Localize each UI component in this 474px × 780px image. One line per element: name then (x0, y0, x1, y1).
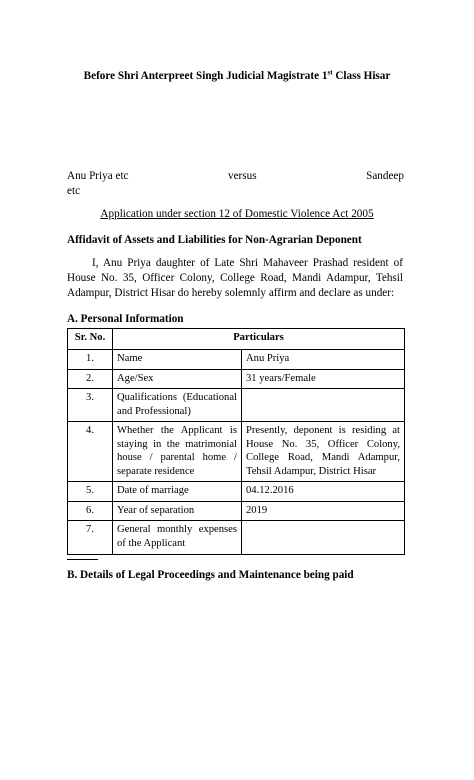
court-heading (0, 69, 474, 84)
row-value: 04.12.2016 (242, 482, 405, 502)
row-value: Presently, deponent is residing at House No. 35, Officer Colony, College Road, Mandi Adampur, Tehsil Adampur, District Hisar (242, 422, 405, 482)
row-item: Year of separation (113, 501, 242, 521)
row-number: 2. (68, 369, 113, 389)
section-b-title: B. Details of Legal Proceedings and Maintenance being paid (67, 569, 354, 581)
row-item: Name (113, 350, 242, 370)
table-header-row (68, 329, 405, 350)
party-right: Sandeep (366, 170, 404, 182)
table-row (68, 350, 405, 370)
table-row (68, 369, 405, 389)
party-left: Anu Priya etc (67, 170, 129, 182)
personal-info-table (67, 328, 405, 555)
table-row (68, 501, 405, 521)
row-item: Age/Sex (113, 369, 242, 389)
parties-block (67, 169, 404, 199)
row-number: 5. (68, 482, 113, 502)
row-item: Date of marriage (113, 482, 242, 502)
row-number: 1. (68, 350, 113, 370)
table-row (68, 389, 405, 422)
court-heading-suffix: Class Hisar (332, 70, 391, 82)
party-versus: versus (228, 170, 257, 182)
row-item: Whether the Applicant is staying in the matrimonial house / parental home / separate residence (113, 422, 242, 482)
row-item: Qualifications (Educational and Professional) (113, 389, 242, 422)
header-sr-no: Sr. No. (68, 329, 113, 350)
intro-paragraph: I, Anu Priya daughter of Late Shri Mahaveer Prashad resident of House No. 35, Officer Colony, College Road, Mandi Adampur, Tehsil Adampur, District Hisar do hereby solemnly affirm and declare as under: (67, 257, 403, 299)
table-row (68, 422, 405, 482)
row-value: Anu Priya (242, 350, 405, 370)
row-value: 31 years/Female (242, 369, 405, 389)
table-row (68, 521, 405, 554)
row-value: 2019 (242, 501, 405, 521)
party-left-continuation: etc (67, 184, 81, 197)
row-value (242, 389, 405, 422)
separator-line (67, 559, 98, 560)
row-item: General monthly expenses of the Applicant (113, 521, 242, 554)
parties-row (67, 169, 404, 184)
row-number: 7. (68, 521, 113, 554)
section-a-title: A. Personal Information (67, 313, 184, 325)
header-particulars: Particulars (113, 329, 405, 350)
table-row (68, 482, 405, 502)
row-value (242, 521, 405, 554)
application-title: Application under section 12 of Domestic Violence Act 2005 (100, 208, 374, 220)
court-heading-prefix: Before Shri Anterpreet Singh Judicial Magistrate 1 (83, 70, 328, 82)
row-number: 3. (68, 389, 113, 422)
court-heading-superscript: st (327, 68, 333, 77)
row-number: 6. (68, 501, 113, 521)
affidavit-title: Affidavit of Assets and Liabilities for Non-Agrarian Deponent (67, 234, 362, 246)
row-number: 4. (68, 422, 113, 482)
